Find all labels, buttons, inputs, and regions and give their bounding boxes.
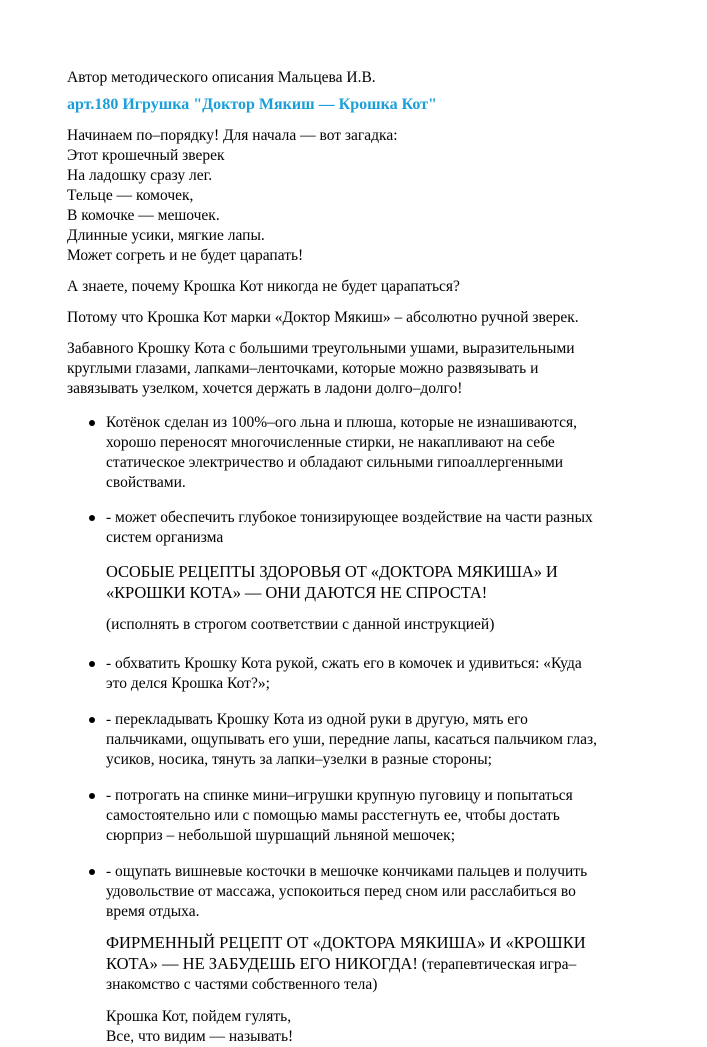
list-item-line: статическое электричество и обладают сильными гипоаллергенными [106, 454, 564, 471]
riddle-line: В комочке — мешочек. [67, 207, 220, 224]
list-item-line: хорошо переносят многочисленные стирки, не накапливают на себе [106, 434, 555, 451]
riddle-line: Может согреть и не будет царапать! [67, 247, 304, 264]
features-list [67, 413, 647, 548]
riddle-block [67, 126, 647, 266]
bullet-icon [89, 869, 95, 875]
bullet-icon [89, 420, 95, 426]
riddle-line: Длинные усики, мягкие лапы. [67, 227, 265, 244]
list-item-line: свойствами. [106, 474, 186, 491]
list-item [67, 710, 647, 770]
poem-line: Крошка Кот, пойдем гулять, [106, 1008, 292, 1025]
list-item [67, 413, 647, 493]
bullet-icon [89, 515, 95, 521]
question-paragraph: А знаете, почему Крошка Кот никогда не будет царапаться? [67, 278, 460, 295]
list-item-line: пальчиками, ощупывать его уши, передние лапы, касаться пальчиком глаз, [106, 731, 597, 748]
riddle-line: Начинаем по–порядку! Для начала — вот загадка: [67, 127, 398, 144]
list-item-line: усиков, носика, тянуть за лапки–узелки в разные стороны; [106, 751, 492, 768]
list-item [67, 654, 647, 694]
recipes-heading-line: «КРОШКИ КОТА» — ОНИ ДАЮТСЯ НЕ СПРОСТА! [106, 583, 488, 602]
description-paragraph [67, 339, 647, 399]
list-item-line: это делся Крошка Кот?»; [106, 675, 270, 692]
list-item-line: удовольствие от массажа, успокоиться перед сном или расслабиться во [106, 883, 576, 900]
list-item-line: - перекладывать Крошку Кота из одной руки в другую, мять его [106, 711, 528, 728]
description-line: круглыми глазами, лапками–ленточками, которые можно развязывать и [67, 360, 539, 377]
document-page [67, 60, 647, 1047]
list-item-line: - потрогать на спинке мини–игрушки крупную пуговицу и попытаться [106, 787, 573, 804]
list-item-line: - ощупать вишневые косточки в мешочке кончиками пальцев и получить [106, 863, 588, 880]
list-item-line: время отдыха. [106, 903, 200, 920]
list-item-line: - обхватить Крошку Кота рукой, сжать его в комочек и удивиться: «Куда [106, 655, 582, 672]
recipes-heading [67, 561, 647, 603]
list-item-line: самостоятельно или с помощью мамы расстегнуть ее, чтобы достать [106, 807, 560, 824]
description-line: завязывать узелком, хочется держать в ладони долго–долго! [67, 380, 463, 397]
signature-heading-caps: КОТА» — НЕ ЗАБУДЕШЬ ЕГО НИКОГДА! [106, 954, 418, 973]
bullet-icon [89, 717, 95, 723]
answer-paragraph: Потому что Крошка Кот марки «Доктор Мякиш» – абсолютно ручной зверек. [67, 309, 579, 326]
author-line: Автор методического описания Мальцева И.В. [67, 69, 376, 86]
list-item-line: сюрприз – небольшой шуршащий льняной мешочек; [106, 827, 456, 844]
signature-heading-rest: (терапевтическая игра– [417, 956, 577, 973]
final-poem [67, 1007, 647, 1047]
list-item [67, 508, 647, 548]
signature-recipe-heading [67, 932, 647, 995]
signature-heading-line: ФИРМЕННЫЙ РЕЦЕПТ ОТ «ДОКТОРА МЯКИША» И «КРОШКИ [106, 933, 586, 952]
list-item [67, 786, 647, 846]
recipes-note: (исполнять в строгом соответствии с данной инструкцией) [106, 616, 495, 633]
list-item-line: Котёнок сделан из 100%–ого льна и плюша, которые не изнашиваются, [106, 414, 578, 431]
poem-line: Все, что видим — называть! [106, 1028, 294, 1045]
bullet-icon [89, 661, 95, 667]
riddle-line: На ладошку сразу лег. [67, 167, 213, 184]
list-item-line: систем организма [106, 529, 224, 546]
list-item [67, 862, 647, 922]
recipes-list [67, 654, 647, 922]
signature-heading-line: знакомство с частями собственного тела) [106, 976, 378, 993]
description-line: Забавного Крошку Кота с большими треугольными ушами, выразительными [67, 340, 575, 357]
document-title: арт.180 Игрушка "Доктор Мякиш — Крошка Кот" [67, 96, 437, 113]
bullet-icon [89, 793, 95, 799]
signature-heading-line [106, 953, 647, 975]
riddle-line: Тельце — комочек, [67, 187, 194, 204]
list-item-line: - может обеспечить глубокое тонизирующее воздействие на части разных [106, 509, 593, 526]
recipes-heading-line: ОСОБЫЕ РЕЦЕПТЫ ЗДОРОВЬЯ ОТ «ДОКТОРА МЯКИША» И [106, 562, 558, 581]
riddle-line: Этот крошечный зверек [67, 147, 225, 164]
